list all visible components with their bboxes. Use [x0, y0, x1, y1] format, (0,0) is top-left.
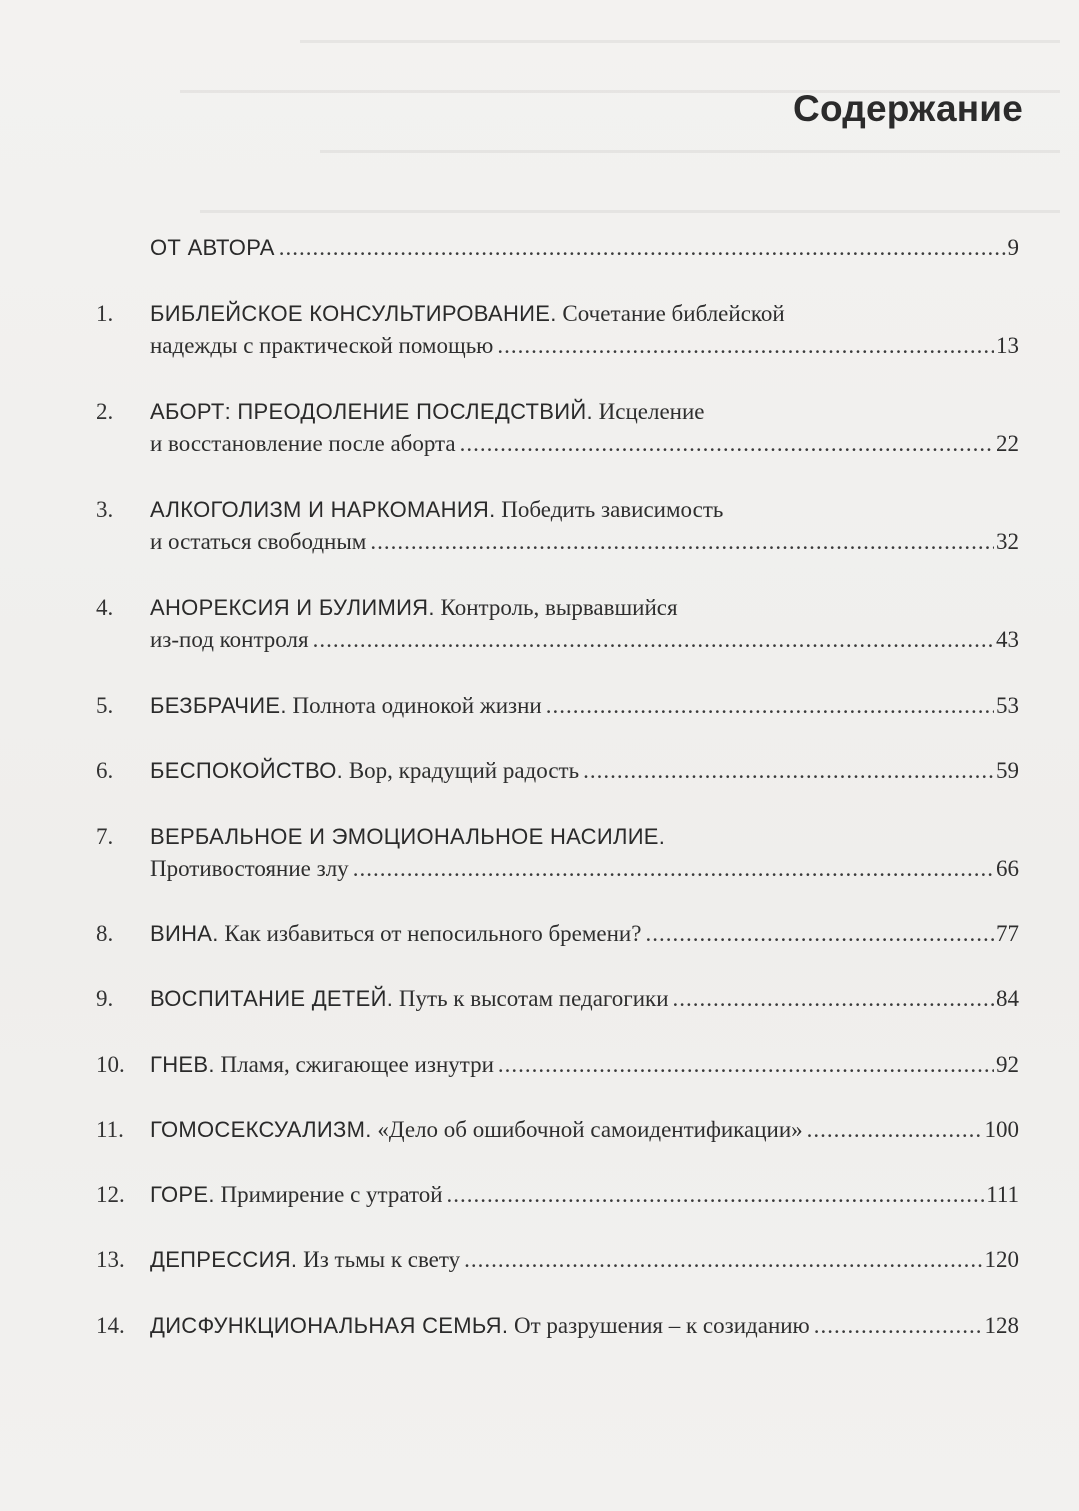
page-number: 111 [986, 1182, 1019, 1207]
dot-leader [583, 755, 994, 787]
dot-leader [546, 690, 994, 722]
dot-leader [460, 428, 994, 460]
entry-title: ВИНА. [150, 921, 219, 946]
bleed-through-line [300, 40, 1060, 43]
chapter-number: 13. [96, 1247, 125, 1272]
entry-subtitle: Победить зависимость [501, 497, 724, 522]
page-number: 53 [996, 693, 1019, 718]
entry-subtitle: От разрушения – к созиданию [513, 1313, 810, 1338]
entry-title: БЕЗБРАЧИЕ. [150, 693, 287, 718]
dot-leader [645, 918, 994, 950]
entry-subtitle: Путь к высотам педагогики [398, 986, 669, 1011]
dot-leader [464, 1244, 982, 1276]
page-number: 13 [996, 333, 1019, 358]
page-number: 9 [1007, 235, 1019, 260]
dot-leader [353, 853, 994, 885]
dot-leader [497, 330, 994, 362]
page-title: Содержание [793, 88, 1023, 129]
entry-title: ВЕРБАЛЬНОЕ И ЭМОЦИОНАЛЬНОЕ НАСИЛИЕ. [150, 824, 666, 849]
entry-subtitle: Как избавиться от непосильного бремени? [224, 921, 642, 946]
chapter-number: 5. [96, 693, 114, 718]
entry-title: ДИСФУНКЦИОНАЛЬНАЯ СЕМЬЯ. [150, 1313, 509, 1338]
entry-title: ОТ АВТОРА [150, 235, 275, 260]
entry-subtitle-cont: из-под контроля [150, 627, 309, 652]
entry-subtitle: Контроль, вырвавшийся [440, 595, 678, 620]
entry-subtitle: Сочетание библейской [562, 301, 785, 326]
chapter-number: 8. [96, 921, 114, 946]
page-number: 59 [996, 758, 1019, 783]
entry-title: АЛКОГОЛИЗМ И НАРКОМАНИЯ. [150, 497, 496, 522]
entry-subtitle: Полнота одинокой жизни [292, 693, 542, 718]
chapter-number: 11. [96, 1117, 124, 1142]
chapter-number: 6. [96, 758, 114, 783]
entry-title: ГОМОСЕКСУАЛИЗМ. [150, 1117, 372, 1142]
entry-subtitle: Пламя, сжигающее изнутри [220, 1052, 494, 1077]
bleed-through-line [320, 150, 1060, 153]
chapter-number: 3. [96, 497, 114, 522]
chapter-number: 12. [96, 1182, 125, 1207]
chapter-number: 10. [96, 1052, 125, 1077]
dot-leader [279, 232, 1006, 264]
page-number: 22 [996, 431, 1019, 456]
dot-leader [807, 1114, 983, 1146]
dot-leader [673, 983, 994, 1015]
entry-title: ВОСПИТАНИЕ ДЕТЕЙ. [150, 986, 394, 1011]
entry-subtitle: «Дело об ошибочной самоидентификации» [377, 1117, 803, 1142]
entry-subtitle-cont: и остаться свободным [150, 529, 367, 554]
entry-title: БЕСПОКОЙСТВО. [150, 758, 344, 783]
dot-leader [498, 1049, 994, 1081]
dot-leader [814, 1310, 983, 1342]
entry-subtitle: Вор, крадущий радость [348, 758, 580, 783]
page-number: 77 [996, 921, 1019, 946]
chapter-number: 4. [96, 595, 114, 620]
page-number: 66 [996, 856, 1019, 881]
entry-subtitle-cont: и восстановление после аборта [150, 431, 456, 456]
dot-leader [447, 1179, 985, 1211]
dot-leader [370, 526, 994, 558]
chapter-number: 1. [96, 301, 114, 326]
page-number: 120 [984, 1247, 1019, 1272]
chapter-number: 14. [96, 1313, 125, 1338]
entry-title: БИБЛЕЙСКОЕ КОНСУЛЬТИРОВАНИЕ. [150, 301, 557, 326]
chapter-number: 2. [96, 399, 114, 424]
entry-subtitle: Исцеление [598, 399, 705, 424]
entry-title: АБОРТ: ПРЕОДОЛЕНИЕ ПОСЛЕДСТВИЙ. [150, 399, 593, 424]
entry-title: ГОРЕ. [150, 1182, 215, 1207]
entry-title: ДЕПРЕССИЯ. [150, 1247, 298, 1272]
entry-subtitle: Примирение с утратой [220, 1182, 443, 1207]
entry-title: АНОРЕКСИЯ И БУЛИМИЯ. [150, 595, 435, 620]
chapter-number: 7. [96, 824, 114, 849]
page-number: 100 [984, 1117, 1019, 1142]
entry-title: ГНЕВ. [150, 1052, 215, 1077]
chapter-number: 9. [96, 986, 114, 1011]
entry-subtitle-cont: Противостояние злу [150, 856, 349, 881]
page-number: 43 [996, 627, 1019, 652]
entry-subtitle-cont: надежды с практической помощью [150, 333, 494, 358]
entry-subtitle: Из тьмы к свету [303, 1247, 461, 1272]
dot-leader [313, 624, 994, 656]
bleed-through-line [200, 210, 1060, 213]
page-number: 84 [996, 986, 1019, 1011]
page-number: 128 [984, 1313, 1019, 1338]
page-number: 32 [996, 529, 1019, 554]
page-number: 92 [996, 1052, 1019, 1077]
